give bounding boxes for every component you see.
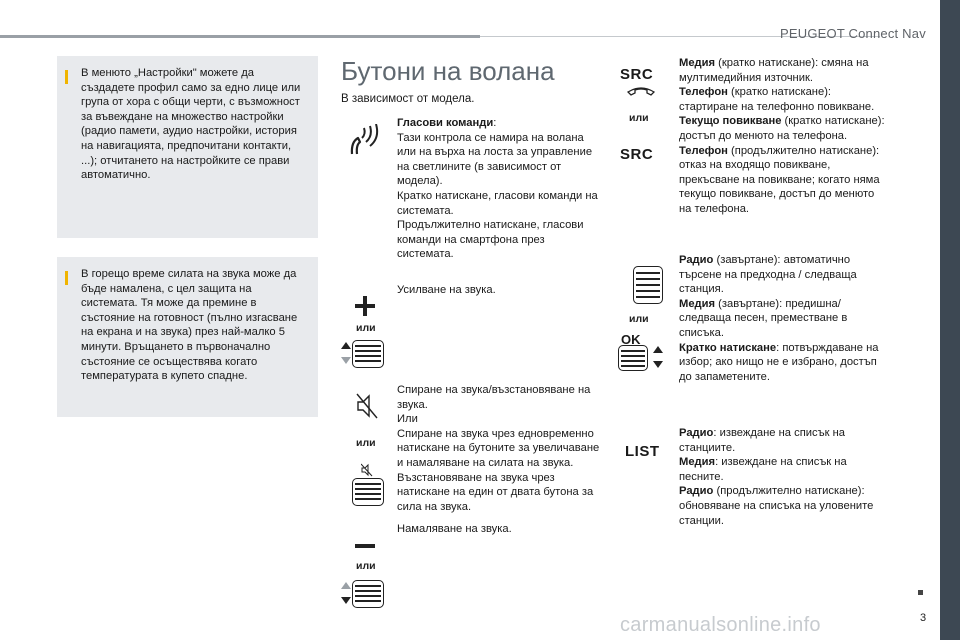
header-title: PEUGEOT Connect Nav: [780, 26, 926, 41]
voice-command-icon: [348, 124, 382, 156]
src-button-label-alt: SRC: [620, 146, 654, 163]
arrow-down-icon: [653, 361, 663, 368]
arrow-down-icon: [341, 597, 351, 604]
or-label: или: [356, 437, 376, 449]
mute-speaker-icon: [356, 392, 378, 420]
note-marker-icon: [65, 70, 68, 84]
thumbwheel-icon: [352, 478, 384, 506]
thumbwheel-icon: [352, 340, 384, 368]
mute-speaker-small-icon: [361, 463, 373, 477]
note-text: В горещо време силата на звука може да бъде намалена, с цел защита на системата. Тя може да премине в състояние на готовност (пълно изгасване на екрана и на звука) през най-малко 5 минути. Връщането в първоначално състояние се осъществява когато температурата в купето спадне.: [81, 268, 298, 383]
page-number: 3: [920, 612, 927, 624]
minus-icon: [355, 544, 375, 548]
thumbwheel-icon: [633, 266, 663, 304]
volume-up-description: Усилване на звука.: [397, 284, 496, 296]
section-title: Бутони на волана: [341, 56, 555, 86]
phone-handset-icon: [626, 85, 656, 97]
note-text: В менюто „Настройки" можете да създадете профил само за едно лице или група от хора с общи черти, с възможност за въвеждане на множество настройки (радио памети, аудио настройки, история на навигацията, предпочитани контакти, ...); отчитането на настройките се прави автоматично.: [81, 67, 301, 182]
watermark: carmanualsonline.info: [620, 614, 821, 636]
mute-description: Спиране на звука/възстановяване на звука. Или Спиране на звука чрез едновременно натискане на бутоните за увеличаване и намаляване на силата на звука. Възстановяване на звука чрез натискане на един от двата бутона за сила на звука.: [397, 384, 600, 513]
note-box-heat: [57, 257, 318, 417]
or-label: или: [356, 560, 376, 572]
note-marker-icon: [65, 271, 68, 285]
right-side-bar: [940, 0, 960, 640]
ok-button-label: OK: [621, 332, 641, 347]
or-label: или: [629, 112, 649, 124]
voice-command-description: Гласови команди: Тази контрола се намира на волана или на върха на лоста за управление на светлините (в зависимост от модела). Кратко натискане, гласови команди на системата. Продължително натискане, гласови команди на смартфона през системата.: [397, 117, 598, 261]
section-subtitle: В зависимост от модела.: [341, 93, 475, 105]
arrow-up-icon: [341, 342, 351, 349]
page-marker: [918, 590, 923, 595]
plus-icon: [355, 296, 375, 316]
or-label: или: [356, 322, 376, 334]
voice-command-heading: Гласови команди: [397, 117, 494, 129]
arrow-up-icon: [341, 582, 351, 589]
or-label: или: [629, 313, 649, 325]
list-description: Радио: извеждане на списък на станциите. Медия: извеждане на списък на песните. Радио (продължително натискане): обновяване на списъка на уловените станции.: [679, 427, 874, 527]
volume-down-description: Намаляване на звука.: [397, 523, 512, 535]
top-rule: [0, 35, 480, 38]
thumbwheel-icon: [618, 345, 648, 371]
thumbwheel-icon: [352, 580, 384, 608]
src-button-label: SRC: [620, 66, 654, 83]
radio-description: Радио (завъртане): автоматично търсене на предходна / следваща станция. Медия (завъртане): предишна/ следваща песен, преместване в списъка. Кратко натискане: потвърждаване на избор; ако нищо не е избрано, достъп до запаметените.: [679, 254, 879, 383]
note-box-profile: [57, 56, 318, 238]
list-button-label: LIST: [625, 443, 660, 460]
src-description: Медия (кратко натискане): смяна на мултимедийния източник. Телефон (кратко натискане): стартиране на телефонно повикване. Текущо повикване (кратко натискане): достъп до менюто на телефона. Телефон (продължително натискане): отказ на входящо повикване, прекъсване на повикване; когато няма текущо повикване, достъп до менюто на телефона.: [679, 57, 885, 215]
arrow-down-icon: [341, 357, 351, 364]
arrow-up-icon: [653, 346, 663, 353]
